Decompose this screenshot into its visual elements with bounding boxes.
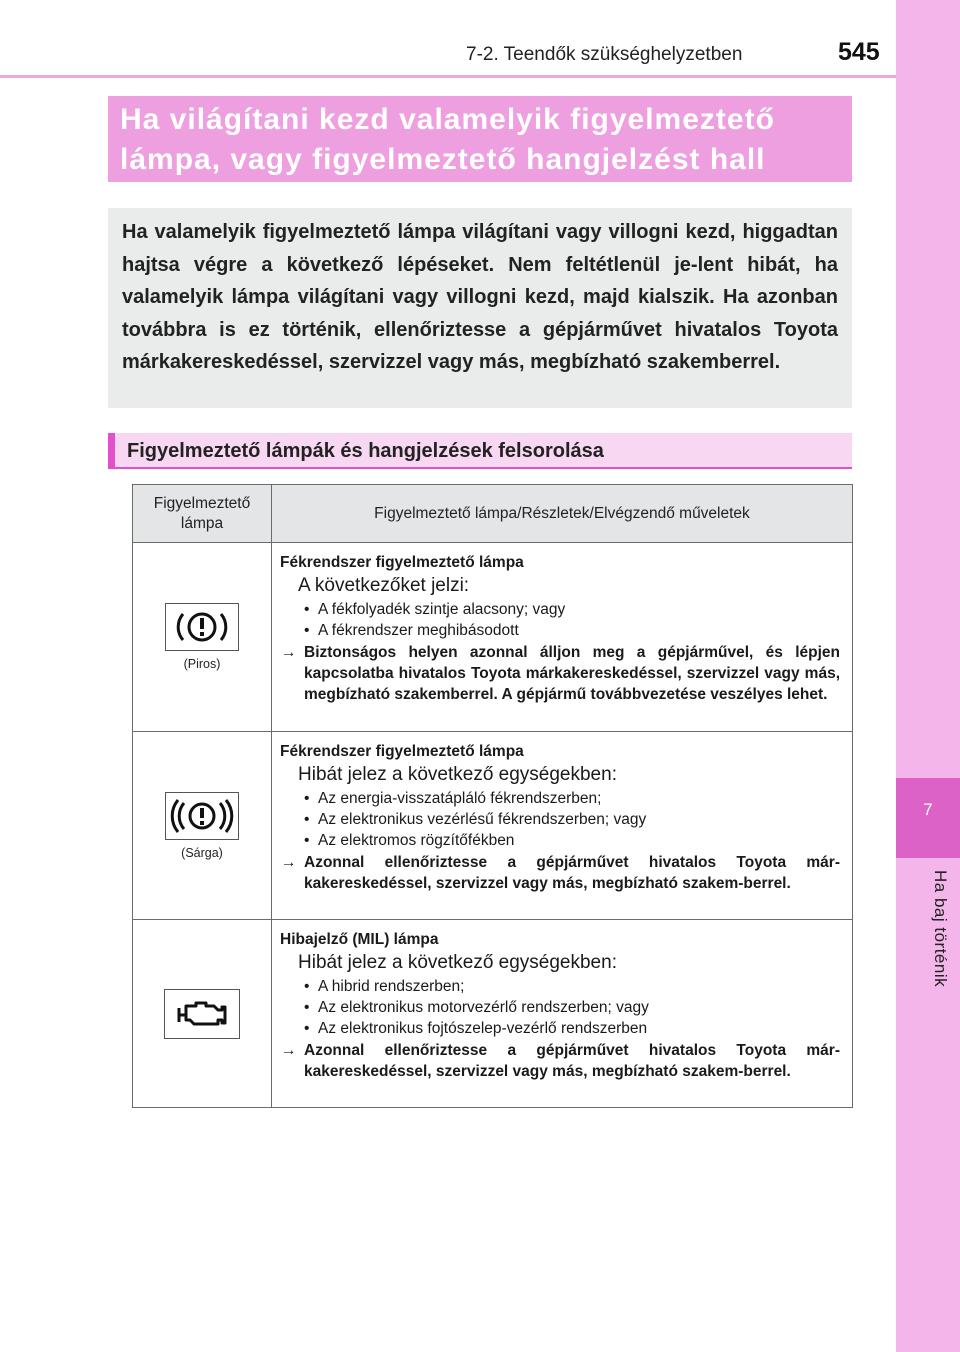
header-lamp (133, 485, 272, 543)
chapter-label: Ha baj történik (931, 870, 950, 988)
icon-frame (164, 989, 240, 1039)
icon-caption: (Piros) (183, 657, 221, 671)
icon-cell (133, 920, 272, 1108)
warning-lights-table (132, 484, 853, 1108)
table-row (133, 732, 853, 920)
header-rule (0, 75, 896, 78)
page-title: Ha világítani kezd valamelyik figyelmeztető lámpa, vagy figyelmeztető hangjelzést hall (120, 103, 775, 176)
page-header (0, 0, 896, 78)
arrow-icon: → (281, 854, 297, 871)
row-title: Fékrendszer figyelmeztető lámpa (280, 554, 524, 571)
title-banner (108, 96, 852, 182)
page-number: 545 (838, 38, 880, 66)
engine-check-icon (172, 994, 232, 1034)
row-title: Hibajelző (MIL) lámpa (280, 931, 439, 948)
section-title: 7-2. Teendők szükséghelyzetben (466, 44, 743, 65)
side-strip (896, 0, 960, 1352)
details-cell (272, 732, 853, 920)
bullet-item: • Az energia-visszatápláló fékrendszerben; (304, 788, 840, 809)
action-text (280, 1040, 840, 1082)
bullet-item: • Az elektromos rögzítőfékben (304, 830, 840, 851)
header-details: Figyelmeztető lámpa/Részletek/Elvégzendő műveletek (272, 485, 853, 543)
action-label: Azonnal ellenőriztesse a gépjárművet hivatalos Toyota már-kakereskedéssel, szervizzel vagy más, megbízható szakem-berrel. (304, 854, 840, 892)
bullet-item: • A fékfolyadék szintje alacsony; vagy (304, 599, 840, 620)
bullet-item: • A fékrendszer meghibásodott (304, 620, 840, 641)
bullet-item: • Az elektronikus motorvezérlő rendszerben; vagy (304, 997, 840, 1018)
bullet-item: • Az elektronikus vezérlésű fékrendszerben; vagy (304, 809, 840, 830)
details-cell (272, 543, 853, 732)
icon-caption: (Sárga) (181, 845, 223, 860)
action-label: Biztonságos helyen azonnal álljon meg a gépjárművel, és lépjen kapcsolatba hivatalos Toyota márkakereskedéssel, szervizzel vagy más, megbízható szakemberrel. A gépjármű továbbvezetése veszélyes lehet. (304, 644, 840, 703)
icon-frame (165, 792, 239, 840)
row-title: Fékrendszer figyelmeztető lámpa (280, 743, 524, 760)
table-row (133, 920, 853, 1108)
action-text (280, 642, 840, 705)
brake-system-icon (170, 795, 234, 837)
icon-cell (133, 543, 272, 732)
table-header-row (133, 485, 853, 543)
intro-text: Ha valamelyik figyelmeztető lámpa világítani vagy villogni kezd, higgadtan hajtsa végre a következő lépéseket. Nem feltétlenül je-lent hibát, ha valamelyik lámpa világítani vagy villogni kezd, majd kialszik. Ha azonban továbbra is ez történik, ellenőriztesse a gépjárművet hivatalos Toyota márkakereskedéssel, szervizzel vagy más, megbízható szakemberrel. (122, 221, 838, 373)
table-row (133, 543, 853, 732)
arrow-icon: → (281, 644, 297, 661)
bullet-item: • A hibrid rendszerben; (304, 976, 840, 997)
icon-cell (133, 732, 272, 920)
chapter-number: 7 (923, 800, 933, 819)
subheading-bar (108, 433, 852, 469)
details-cell (272, 920, 853, 1108)
row-subtitle: Hibát jelez a következő egységekben: (298, 952, 617, 973)
brake-warning-icon (170, 606, 234, 648)
row-subtitle: Hibát jelez a következő egységekben: (298, 764, 617, 785)
action-text (280, 852, 840, 894)
subheading: Figyelmeztető lámpák és hangjelzések felsorolása (127, 440, 604, 462)
icon-frame (165, 603, 239, 651)
row-subtitle: A következőket jelzi: (298, 575, 470, 596)
bullet-item: • Az elektronikus fojtószelep-vezérlő rendszerben (304, 1018, 840, 1039)
intro-box (108, 208, 852, 408)
header-lamp-label: Figyelmeztető lámpa (153, 494, 251, 532)
action-label: Azonnal ellenőriztesse a gépjárművet hivatalos Toyota már-kakereskedéssel, szervizzel vagy más, megbízható szakem-berrel. (304, 1042, 840, 1080)
arrow-icon: → (281, 1042, 297, 1059)
